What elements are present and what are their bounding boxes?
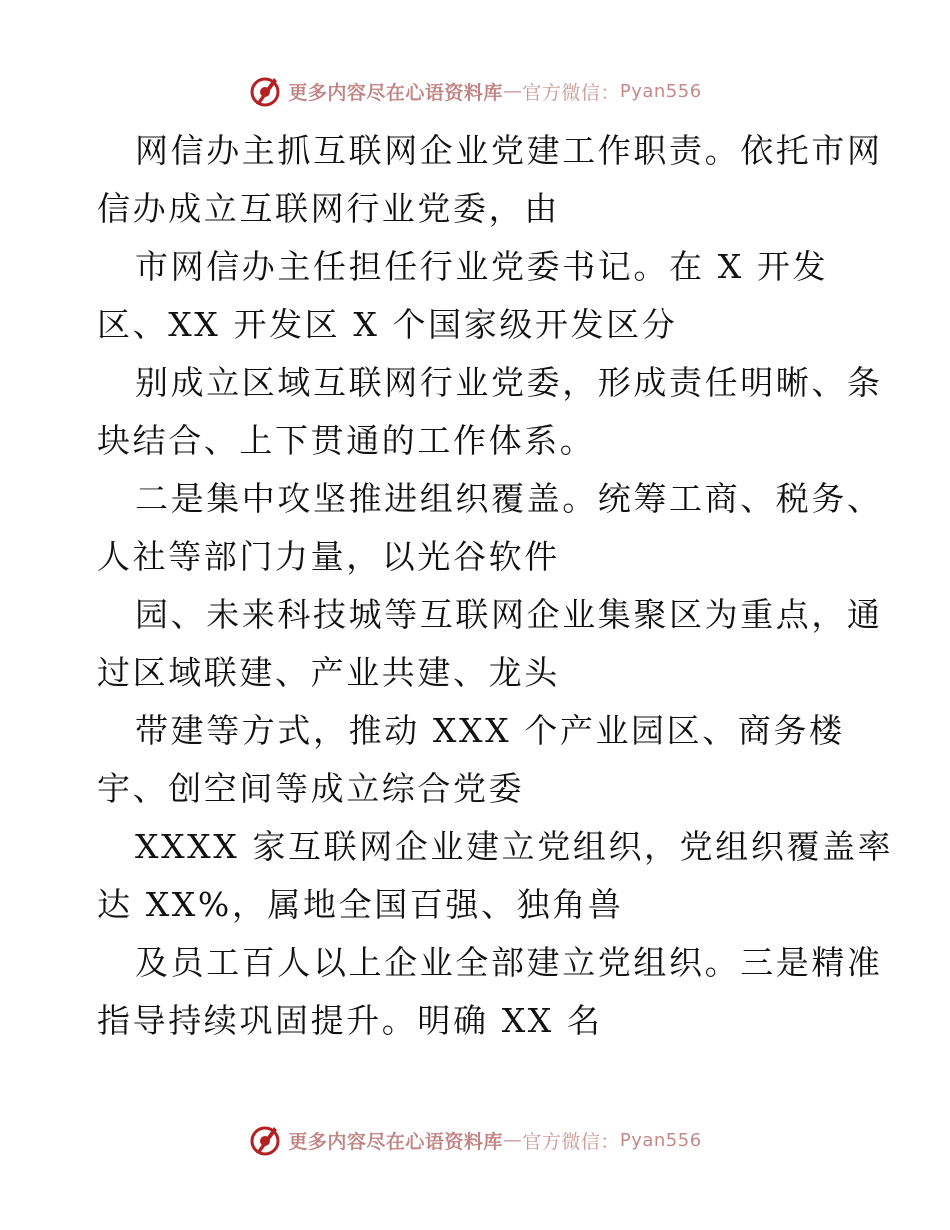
- header-contact-label: 官方微信：: [522, 81, 620, 104]
- text-line: 及员工百人以上企业全部建立党组织。三是精准: [135, 943, 883, 982]
- text-line: 区、XX 开发区 X 个国家级开发区分: [97, 305, 678, 344]
- footer-separator: —: [502, 1129, 523, 1151]
- text-line: 市网信办主任担任行业党委书记。在 X 开发: [135, 247, 829, 286]
- text-line: 过区域联建、产业共建、龙头: [97, 653, 560, 692]
- text-line: 网信办主抓互联网企业党建工作职责。依托市网: [135, 131, 883, 170]
- page-footer-watermark: [0, 1120, 950, 1160]
- header-contact-id: Pyan556: [619, 80, 702, 102]
- header-brand-text: 更多内容尽在心语资料库: [288, 81, 503, 104]
- quill-logo-icon: [248, 1123, 282, 1157]
- text-line: 别成立区域互联网行业党委，形成责任明晰、条: [135, 363, 883, 402]
- quill-logo-icon: [248, 74, 282, 108]
- text-line: 宇、创空间等成立综合党委: [97, 769, 525, 808]
- text-line: 块结合、上下贯通的工作体系。: [97, 421, 596, 460]
- footer-contact-label: 官方微信：: [522, 1130, 620, 1153]
- text-line: 带建等方式，推动 XXX 个产业园区、商务楼: [135, 711, 845, 750]
- header-separator: —: [502, 80, 523, 102]
- text-line: XXXX 家互联网企业建立党组织，党组织覆盖率: [135, 827, 894, 866]
- footer-brand-text: 更多内容尽在心语资料库: [288, 1130, 503, 1153]
- text-line: 园、未来科技城等互联网企业集聚区为重点，通: [135, 595, 883, 634]
- text-line: 达 XX%，属地全国百强、独角兽: [97, 885, 624, 924]
- page-header-watermark: [0, 71, 950, 111]
- text-line: 二是集中攻坚推进组织覆盖。统筹工商、税务、: [135, 479, 883, 518]
- footer-contact-id: Pyan556: [619, 1129, 702, 1151]
- text-line: 指导持续巩固提升。明确 XX 名: [97, 1001, 603, 1040]
- text-line: 信办成立互联网行业党委，由: [97, 189, 560, 228]
- text-line: 人社等部门力量，以光谷软件: [97, 537, 560, 576]
- document-body: [97, 122, 894, 1050]
